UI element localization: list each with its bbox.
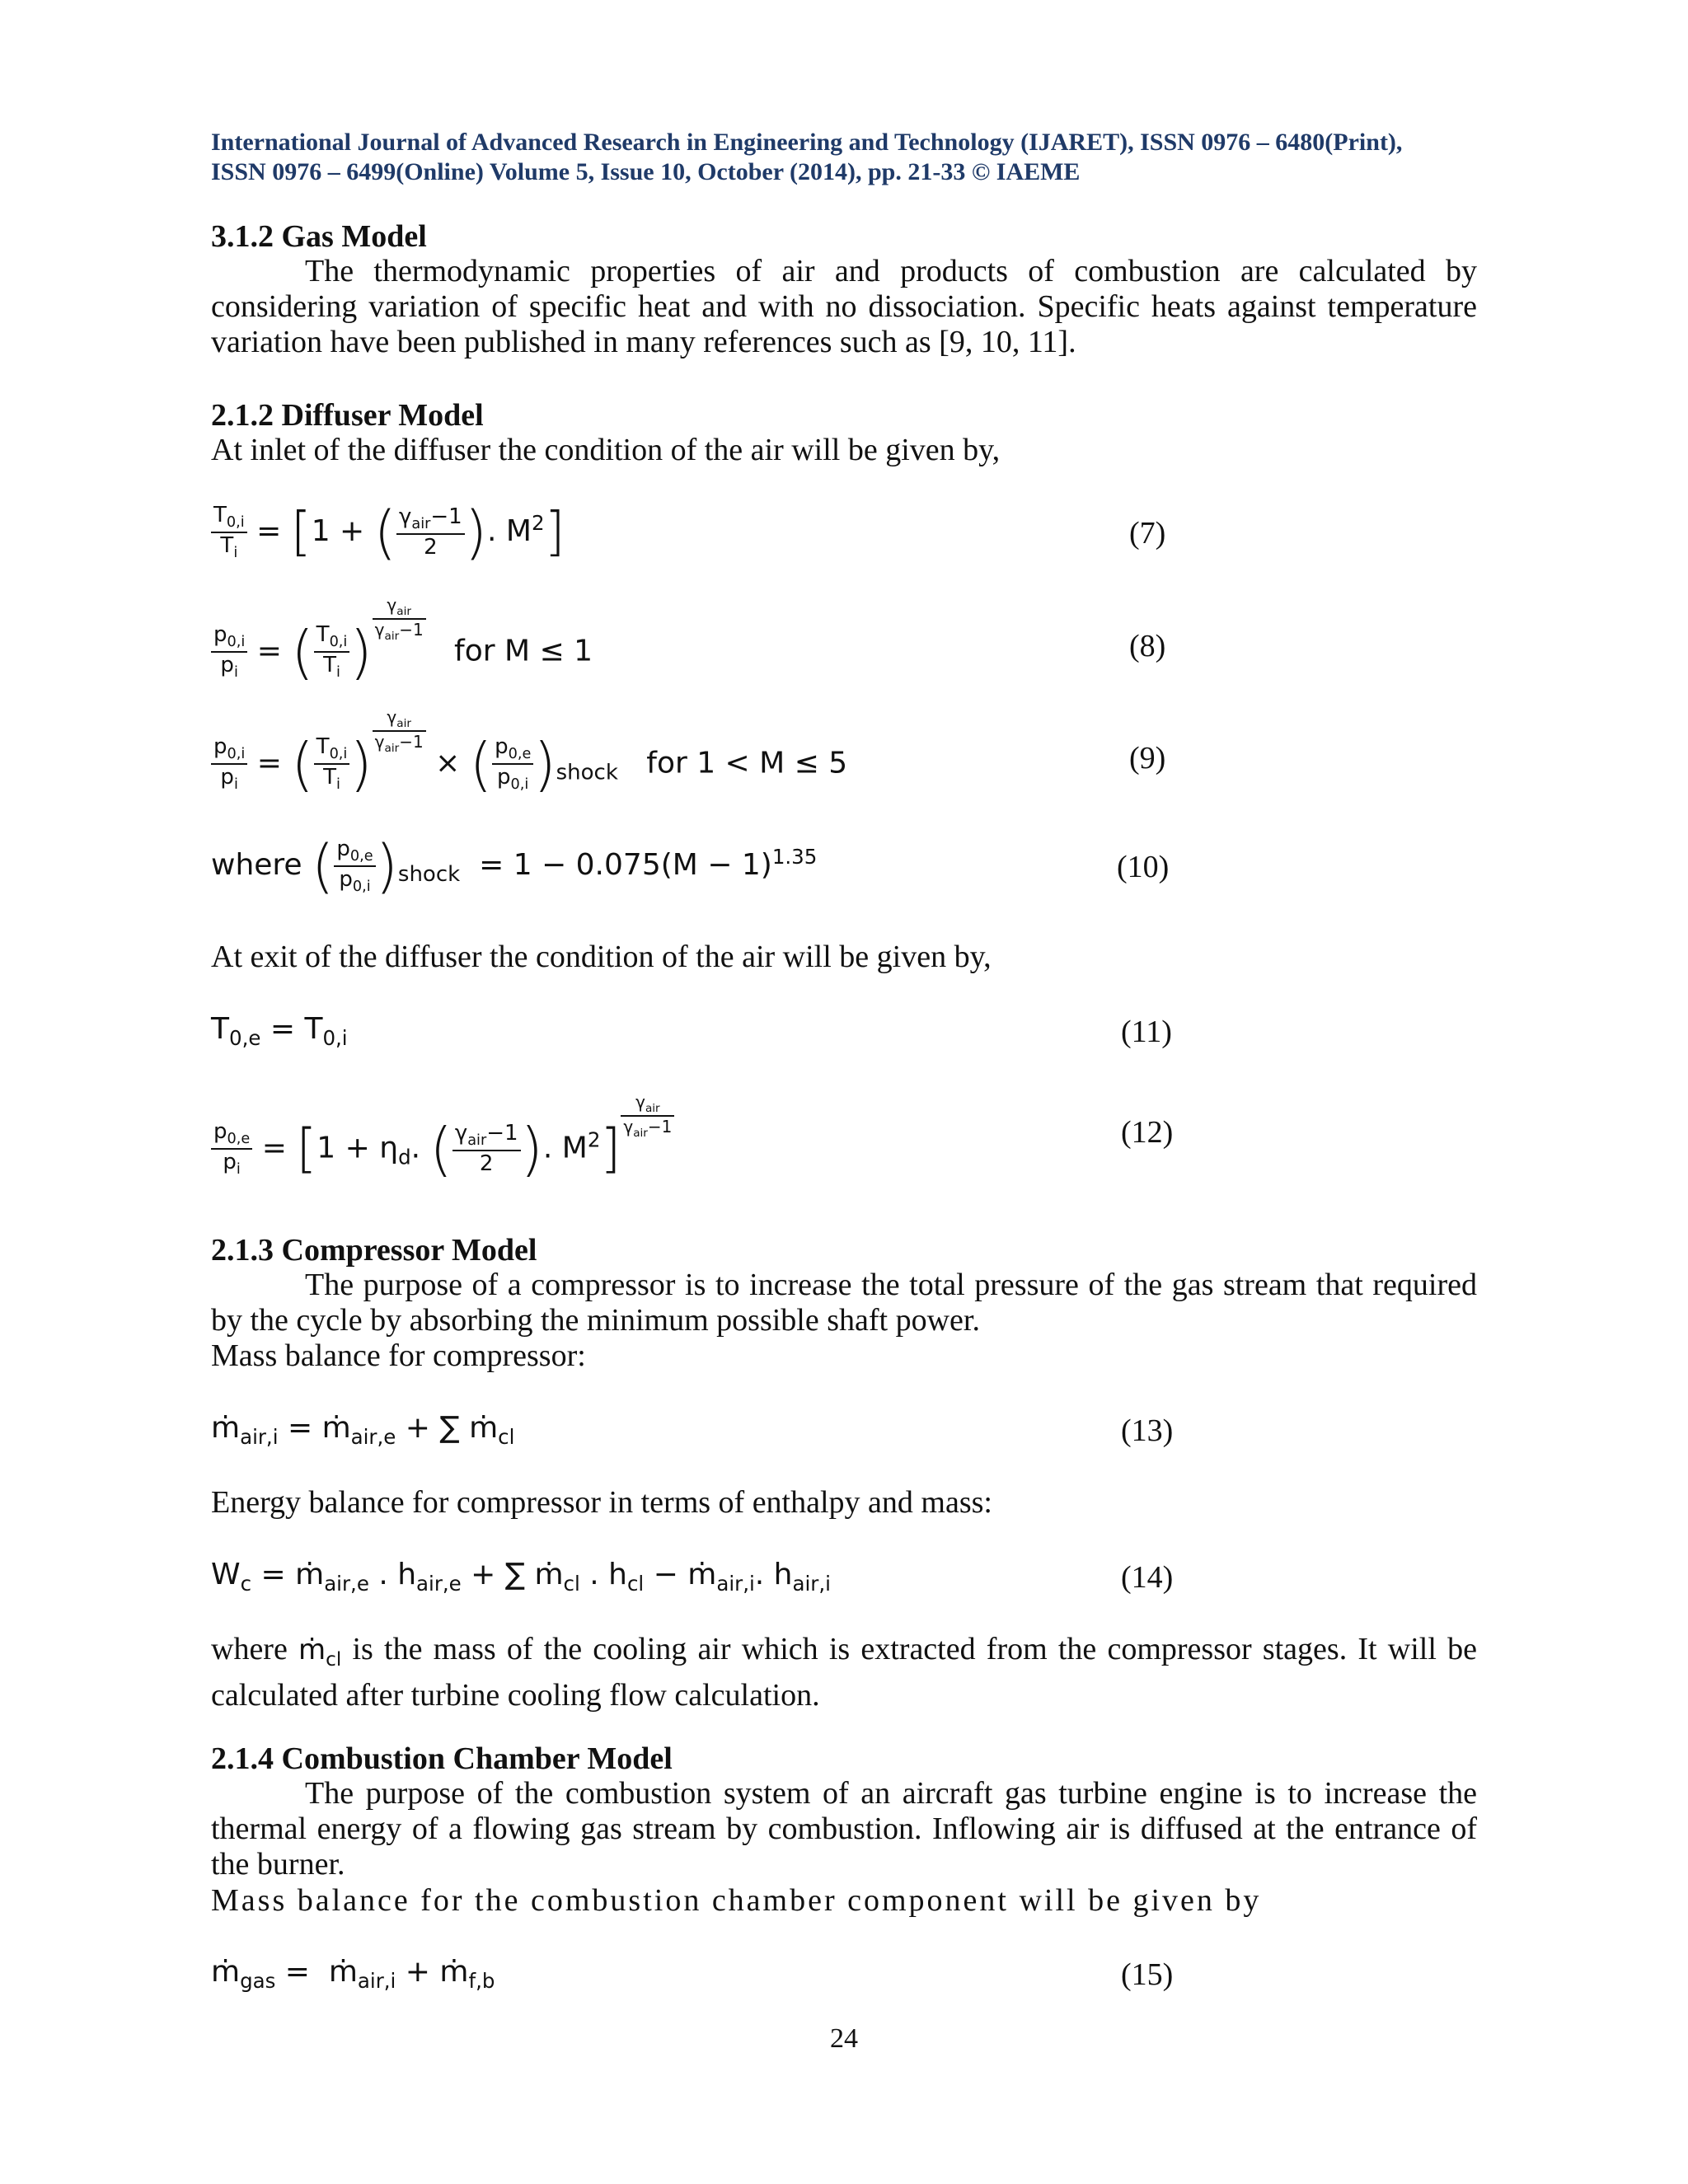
combustion-paragraph: The purpose of the combustion system of an aircraft gas turbine engine is to increase the thermal energy of a flowing gas stream by combustion. Inflowing air is diffused at the entrance of the burner.: [211, 1776, 1477, 1882]
equation-9-condition: for 1 < M ≤ 5: [646, 746, 848, 780]
equation-8: $\frac{p_{0,i}}{p_i}$ = ( $\frac{T_{0,i}}{T_i}$ ) $^{\frac{\gamma_{air}}{\gamma_{air}-1}}$ for M ≤ 1: [211, 595, 593, 686]
section-heading-diffuser: 2.1.2 Diffuser Model: [211, 398, 484, 433]
compressor-mass-balance-label: Mass balance for compressor:: [211, 1338, 586, 1373]
equation-number-10: (10): [1117, 850, 1170, 884]
equation-number-12: (12): [1121, 1115, 1174, 1150]
journal-header-line2: ISSN 0976 – 6499(Online) Volume 5, Issue 10, October (2014), pp. 21-33 © IAEME: [211, 158, 1081, 185]
compressor-paragraph: The purpose of a compressor is to increase the total pressure of the gas stream that required by the cycle by absorbing the minimum possible shaft power.: [211, 1268, 1477, 1338]
equation-10: where ( $\frac{p_{0,e}}{p_{0,i}}$ )$_{shock} = 1 - 0.075(M - 1)^{1.35}$: [211, 832, 818, 900]
equation-number-14: (14): [1121, 1560, 1174, 1595]
equation-12: $\frac{p_{0,e}}{p_i}$ = [$1 + \eta_d$. ( $\frac{\gamma_{air}-1}{2}$ ). $M^2$] $^{\frac{\gamma_{air}}{\gamma_{air}-1}}$: [211, 1092, 674, 1183]
equation-number-11: (11): [1121, 1015, 1172, 1049]
section-heading-combustion: 2.1.4 Combustion Chamber Model: [211, 1741, 673, 1776]
equation-number-8: (8): [1129, 629, 1166, 663]
page-number: 24: [830, 2023, 858, 2054]
journal-header-line1: International Journal of Advanced Research in Engineering and Technology (IJARET), ISSN 0976 – 6480(Print),: [211, 129, 1403, 156]
compressor-where-rest: is the mass of the cooling air which is extracted from the compressor stages. It will be calculated after turbine cooling flow calculation.: [211, 1632, 1477, 1713]
compressor-energy-balance-label: Energy balance for compressor in terms of enthalpy and mass:: [211, 1485, 992, 1520]
compressor-where-lead: where: [211, 1632, 299, 1666]
equation-15: ṁ$_{gas}$ = ṁ$_{air,i}$ + ṁ$_{f,b}$: [211, 1955, 495, 1994]
equation-8-condition: for M ≤ 1: [454, 634, 593, 668]
equation-7: $\frac{T_{0,i}}{T_i}$ = [1 + ( $\frac{\gamma_{air}-1}{2}$ ). $M^2$]: [211, 499, 565, 566]
section-heading-gas-model: 3.1.2 Gas Model: [211, 219, 427, 254]
equation-number-13: (13): [1121, 1413, 1174, 1448]
equation-number-7: (7): [1129, 516, 1166, 551]
combustion-mass-balance-label: Mass balance for the combustion chamber component will be given by: [211, 1883, 1262, 1918]
equation-10-rhs: = 1 − 0.075(M − 1): [479, 848, 772, 882]
journal-header: [211, 128, 1477, 187]
equation-14: $W_c$ = ṁ$_{air,e}$ . $h_{air,e}$ + ∑ ṁ$_{cl}$ . $h_{cl}$ − ṁ$_{air,i}$. $h_{air,i}$: [211, 1558, 831, 1596]
equation-number-15: (15): [1121, 1957, 1174, 1992]
equation-10-exponent: 1.35: [771, 845, 818, 869]
diffuser-exit-text: At exit of the diffuser the condition of the air will be given by,: [211, 940, 992, 974]
equation-number-9: (9): [1129, 741, 1166, 776]
gas-model-paragraph: The thermodynamic properties of air and products of combustion are calculated by considering variation of specific heat and with no dissociation. Specific heats against temperature variation have been published in many references such as [9, 10, 11].: [211, 254, 1477, 359]
equation-11: $T_{0,e} = T_{0,i}$: [211, 1012, 348, 1051]
compressor-where-paragraph: where ṁ$_{cl}$ is the mass of the cooling air which is extracted from the compressor stages. It will be calculated after turbine cooling flow calculation.: [211, 1632, 1477, 1713]
section-heading-compressor: 2.1.3 Compressor Model: [211, 1233, 537, 1268]
equation-10-where: where: [211, 848, 302, 882]
diffuser-intro: At inlet of the diffuser the condition of the air will be given by,: [211, 433, 1001, 467]
equation-9: $\frac{p_{0,i}}{p_i}$ = ( $\frac{T_{0,i}}{T_i}$ ) $^{\frac{\gamma_{air}}{\gamma_{air}-1}}$ × ( $\frac{p_{0,e}}{p_{0,i}}$ )$_{shock}$ for 1 < M ≤ 5: [211, 707, 847, 798]
equation-13: ṁ$_{air,i}$ = ṁ$_{air,e}$ + ∑ ṁ$_{cl}$: [211, 1411, 515, 1450]
